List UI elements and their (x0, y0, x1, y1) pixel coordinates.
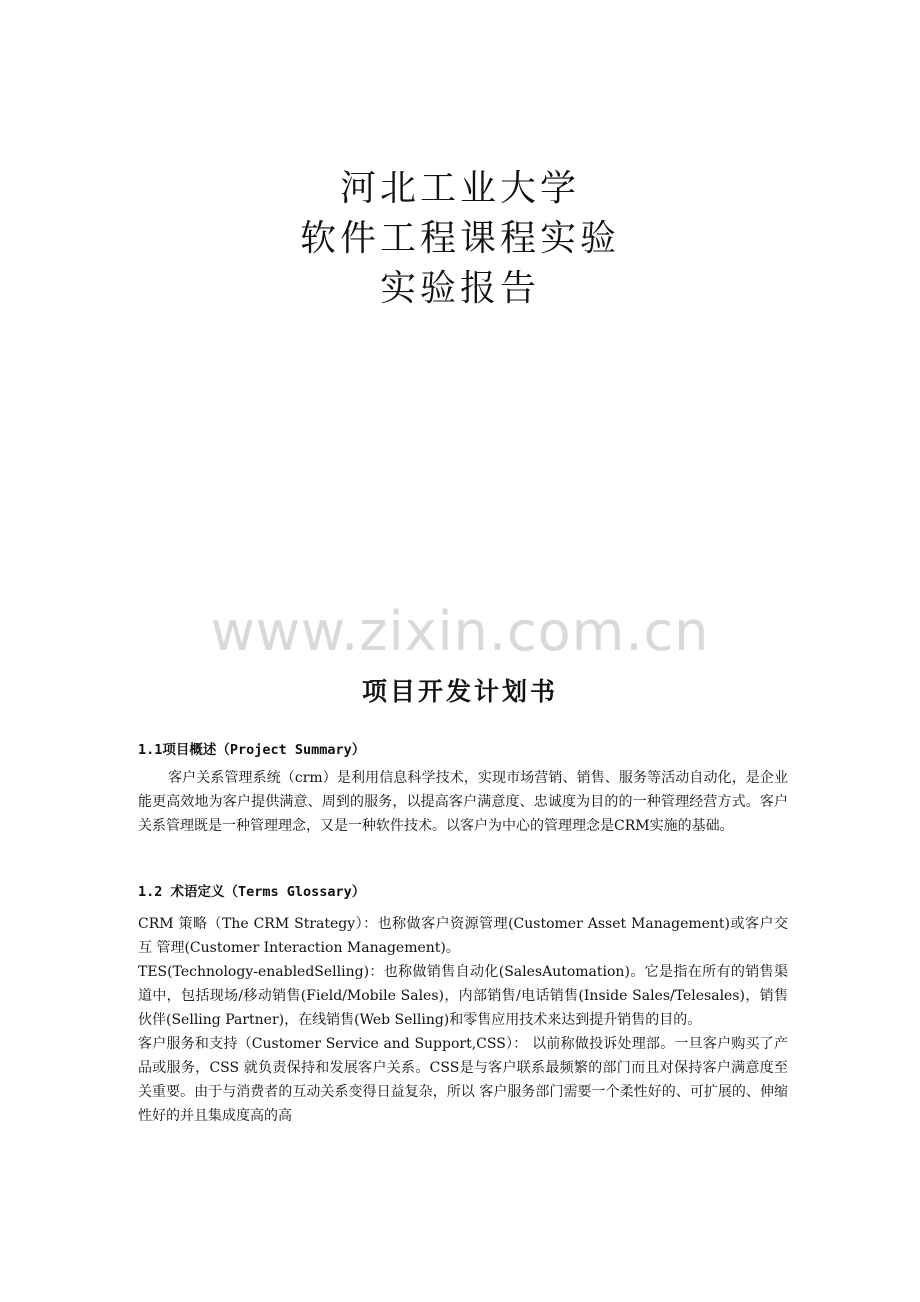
project-summary-paragraph: 客户关系管理系统（crm）是利用信息科学技术，实现市场营销、销售、服务等活动自动化，是企业能更高效地为客户提供满意、周到的服务，以提高客户满意度、忠诚度为目的的一种管理经营方式。客户关系管理既是一种管理理念，又是一种软件技术。以客户为中心的管理理念是CRM实施的基础。 (138, 770, 788, 834)
university-name: 河北工业大学 (339, 168, 580, 209)
section-heading-terms-glossary: 1.2 术语定义（Terms Glossary） (138, 884, 366, 900)
course-name: 软件工程课程实验 (299, 218, 620, 259)
document-body (138, 738, 788, 1128)
glossary-paragraph-css: 客户服务和支持（Customer Service and Support,CSS）： 以前称做投诉处理部。一旦客户购买了产品或服务，CSS 就负责保持和发展客户关系。CSS是与客户联系最频繁的部门而且对保持客户满意度至关重要。由于与消费者的互动关系变得日益复杂，所以 客户服务部门需要一个柔性好的、可扩展的、伸缩性好的并且集成度高的高 (138, 1036, 788, 1124)
report-title: 实验报告 (379, 268, 540, 309)
plan-title: 项目开发计划书 (361, 677, 558, 706)
section-heading-project-summary: 1.1项目概述（Project Summary） (138, 742, 366, 758)
watermark: www.zixin.com.cn (210, 600, 710, 663)
glossary-paragraph-crm-strategy: CRM 策略（The CRM Strategy）：也称做客户资源管理(Customer Asset Management)或客户交互 管理(Customer Interaction Management)。 (138, 916, 788, 956)
glossary-paragraph-tes: TES(Technology-enabledSelling)：也称做销售自动化(SalesAutomation)。它是指在所有的销售渠道中，包括现场/移动销售(Field/Mobile Sales)，内部销售/电话销售(Inside Sales/Telesales)，销售伙伴(Selling Partner)，在线销售(Web Selling)和零售应用技术来达到提升销售的目的。 (138, 964, 788, 1028)
